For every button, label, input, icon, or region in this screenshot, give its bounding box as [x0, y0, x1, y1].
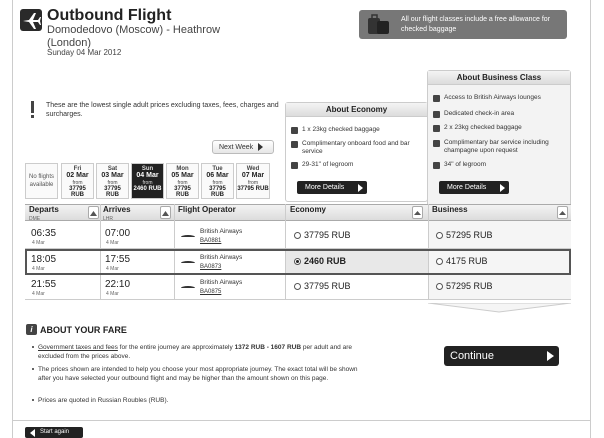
date-from: from	[248, 180, 258, 186]
page-title: Outbound Flight	[47, 7, 172, 24]
champagne-icon	[433, 140, 440, 147]
economy-price: 37795 RUB	[304, 230, 351, 240]
info-icon: i	[26, 324, 37, 335]
header-departs-sub: DME	[29, 216, 41, 222]
business-info-panel	[427, 70, 571, 206]
business-fare-radio[interactable]	[436, 258, 443, 265]
business-more-details-button[interactable]	[439, 181, 509, 194]
economy-feature-text: 1 x 23kg checked baggage	[302, 126, 380, 133]
business-feature-text: 2 x 23kg checked baggage	[444, 124, 522, 131]
date-day: Sat	[107, 166, 118, 172]
baggage-icon	[433, 125, 440, 132]
british-airways-logo-icon	[181, 261, 195, 265]
depart-date: 4 Mar	[32, 266, 45, 272]
economy-fare-radio[interactable]	[294, 283, 301, 290]
baggage-icon	[291, 127, 298, 134]
operator-name: British Airways	[200, 228, 243, 235]
exclamation-icon	[30, 101, 35, 119]
date-price: 37795 RUB	[237, 186, 269, 192]
business-feature-text: Dedicated check-in area	[444, 110, 515, 117]
economy-panel-title: About Economy	[286, 103, 427, 117]
british-airways-logo-icon	[181, 286, 195, 290]
date-day: Sun	[141, 166, 154, 172]
sort-business-button[interactable]	[557, 206, 568, 219]
arrive-date: 4 Mar	[106, 266, 119, 272]
depart-time: 21:55	[31, 279, 57, 290]
star-icon	[433, 95, 440, 102]
check-in-icon	[433, 111, 440, 118]
economy-fare-radio-selected[interactable]	[294, 258, 301, 265]
date-price: 37795 RUB	[69, 186, 86, 198]
legroom-icon	[433, 162, 440, 169]
business-feature	[433, 139, 569, 155]
economy-price: 37795 RUB	[304, 281, 351, 291]
date-date: 07 Mar	[241, 172, 265, 179]
next-week-button[interactable]	[212, 140, 274, 154]
economy-feature-text: Complimentary onboard food and bar service	[302, 140, 410, 155]
arrow-right-icon	[358, 184, 363, 192]
no-flights-label: No flights available	[28, 174, 54, 188]
business-feature	[433, 124, 569, 132]
business-panel-title: About Business Class	[428, 71, 570, 85]
start-again-button[interactable]	[25, 427, 83, 438]
continue-label: Continue	[450, 350, 495, 362]
next-week-label: Next Week	[219, 143, 254, 151]
date-cell-sat[interactable]	[96, 163, 129, 199]
date-date: 06 Mar	[206, 172, 229, 179]
date-from: from	[72, 180, 83, 186]
business-feature-text: 34" of legroom	[444, 161, 487, 168]
depart-time: 06:35	[31, 228, 57, 239]
sort-departs-button[interactable]	[88, 206, 99, 219]
economy-fare-radio[interactable]	[294, 232, 301, 239]
price-note: These are the lowest single adult prices excluding taxes, fees, charges and surcharges.	[46, 102, 279, 118]
date-cell-wed[interactable]	[236, 163, 270, 199]
depart-date: 4 Mar	[32, 291, 45, 297]
header-departs[interactable]: Departs	[29, 205, 59, 214]
frame-left	[12, 0, 13, 438]
business-price: 57295 RUB	[446, 281, 493, 291]
fare-tax-range: 1372 RUB - 1607 RUB	[234, 344, 302, 351]
date-cell-fri[interactable]	[61, 163, 94, 199]
business-column-footer	[428, 300, 571, 310]
british-airways-logo-icon	[181, 235, 195, 239]
sort-economy-button[interactable]	[412, 206, 423, 219]
date-from: from	[107, 180, 118, 186]
business-feature	[433, 94, 569, 102]
date-cell-no-flights	[25, 163, 58, 199]
date-from: from	[177, 180, 188, 186]
date-date: 05 Mar	[171, 172, 194, 179]
arrow-right-icon	[500, 184, 505, 192]
more-details-label: More Details	[447, 184, 487, 191]
date-price: 37795 RUB	[209, 186, 226, 198]
economy-feature	[291, 140, 425, 156]
operator-name: British Airways	[200, 254, 243, 261]
footer-divider	[12, 420, 590, 421]
plane-icon	[20, 9, 42, 31]
legroom-icon	[291, 162, 298, 169]
fare-info-item	[38, 343, 368, 361]
fare-section-title: ABOUT YOUR FARE	[40, 325, 127, 335]
date-date: 03 Mar	[101, 172, 124, 179]
business-feature-text: Access to British Airways lounges	[444, 94, 541, 101]
date-day: Fri	[73, 166, 82, 172]
business-feature	[433, 161, 569, 169]
fare-text: for the entire journey are approximately	[117, 344, 235, 351]
business-feature	[433, 110, 569, 118]
economy-feature	[291, 126, 425, 134]
date-day: Mon	[176, 166, 189, 172]
date-day: Tue	[212, 166, 223, 172]
date-from: from	[212, 180, 223, 186]
arrow-right-icon	[258, 143, 263, 151]
economy-info-panel	[285, 102, 428, 202]
business-feature-text: Complimentary bar service including champagne upon request	[444, 139, 549, 154]
depart-time: 18:05	[31, 254, 57, 265]
economy-more-details-button[interactable]	[297, 181, 367, 194]
economy-feature-text: 29-31" of legroom	[302, 161, 354, 168]
economy-feature	[291, 161, 425, 169]
travel-date: Sunday 04 Mar 2012	[47, 48, 122, 57]
route: Domodedovo (Moscow) - Heathrow (London)	[47, 24, 221, 49]
food-icon	[291, 141, 298, 148]
sort-arrives-button[interactable]	[160, 206, 171, 219]
date-from: from	[142, 180, 153, 186]
date-cell-sun-selected[interactable]	[131, 163, 164, 199]
start-again-label: Start again	[40, 429, 70, 435]
business-price: 4175 RUB	[446, 256, 488, 266]
fare-info-item: The prices shown are intended to help you choose your most appropriate journey. The exact total will be shown after you have selected your outbound flight and may be higher than the amount shown on this page.	[38, 365, 368, 383]
arrive-time: 07:00	[105, 228, 131, 239]
more-details-label: More Details	[305, 184, 345, 191]
frame-right	[590, 0, 591, 438]
arrive-date: 4 Mar	[106, 240, 119, 246]
date-price: 2460 RUB	[133, 186, 162, 192]
date-cell-tue[interactable]	[201, 163, 234, 199]
taxes-fees-link[interactable]: Government taxes and fees	[38, 344, 118, 351]
arrive-time: 22:10	[105, 279, 131, 290]
date-date: 04 Mar	[136, 172, 159, 179]
economy-price: 2460 RUB	[304, 256, 347, 266]
arrow-left-icon	[30, 429, 35, 437]
header-arrives[interactable]: Arrives	[103, 205, 131, 214]
luggage-icon	[366, 12, 392, 36]
arrive-time: 17:55	[105, 254, 131, 265]
header-economy[interactable]: Economy	[290, 205, 327, 214]
header-operator: Flight Operator	[178, 205, 236, 214]
business-fare-radio[interactable]	[436, 283, 443, 290]
continue-button[interactable]	[444, 346, 559, 366]
flight-number-link[interactable]: BA0881	[200, 238, 222, 244]
date-price: 37795 RUB	[174, 186, 191, 198]
flight-number-link[interactable]: BA0875	[200, 289, 222, 295]
header-arrives-sub: LHR	[103, 216, 114, 222]
promo-text: All our flight classes include a free allowance for checked baggage	[401, 16, 551, 33]
flight-number-link[interactable]: BA0873	[200, 264, 222, 270]
business-price: 57295 RUB	[446, 230, 493, 240]
business-fare-radio[interactable]	[436, 232, 443, 239]
fare-info-item: Prices are quoted in Russian Roubles (RUB).	[38, 396, 368, 405]
date-price: 37795 RUB	[104, 186, 121, 198]
date-day: Wed	[246, 166, 260, 172]
arrive-date: 4 Mar	[106, 291, 119, 297]
date-cell-mon[interactable]	[166, 163, 199, 199]
fare-text: per adult and are excluded from the prices above.	[38, 344, 352, 360]
date-date: 02 Mar	[66, 172, 89, 179]
operator-name: British Airways	[200, 279, 243, 286]
depart-date: 4 Mar	[32, 240, 45, 246]
header-business[interactable]: Business	[432, 205, 468, 214]
arrow-right-icon	[547, 351, 554, 361]
